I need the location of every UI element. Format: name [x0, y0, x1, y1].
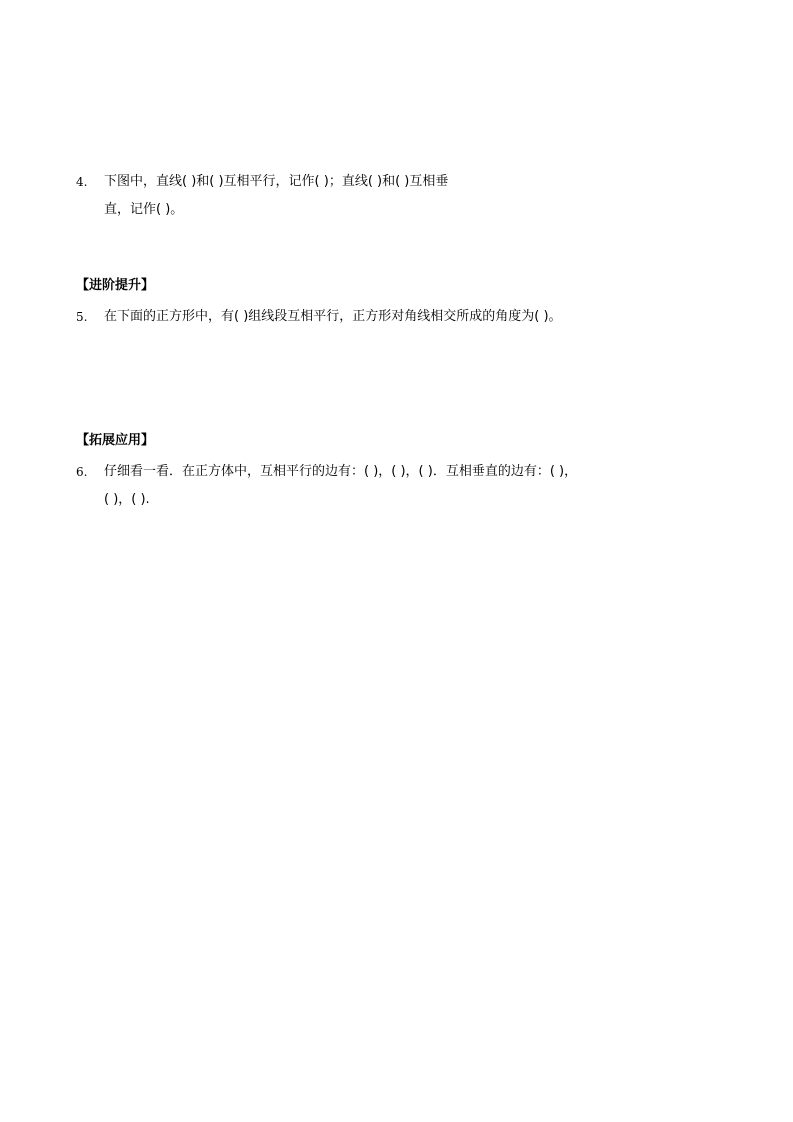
question-text-line: 仔细看一看．在正方体中，互相平行的边有：( )，( )，( )．互相垂直的边有：( )， [104, 464, 578, 479]
question-number: 4. [76, 175, 88, 189]
question-text-line: 下图中，直线( )和( )互相平行，记作( )；直线( )和( )互相垂 [104, 174, 449, 189]
question-number: 6. [76, 465, 88, 479]
question-text-line: 在下面的正方形中，有( )组线段互相平行，正方形对角线相交所成的角度为( )。 [104, 309, 562, 324]
section-heading-advanced: 【进阶提升】 [76, 278, 155, 293]
question-text-line: ( )，( ). [104, 492, 150, 507]
question-number: 5. [76, 310, 88, 324]
question-text-line: 直，记作( )。 [104, 202, 184, 217]
section-heading-extension: 【拓展应用】 [76, 433, 155, 448]
